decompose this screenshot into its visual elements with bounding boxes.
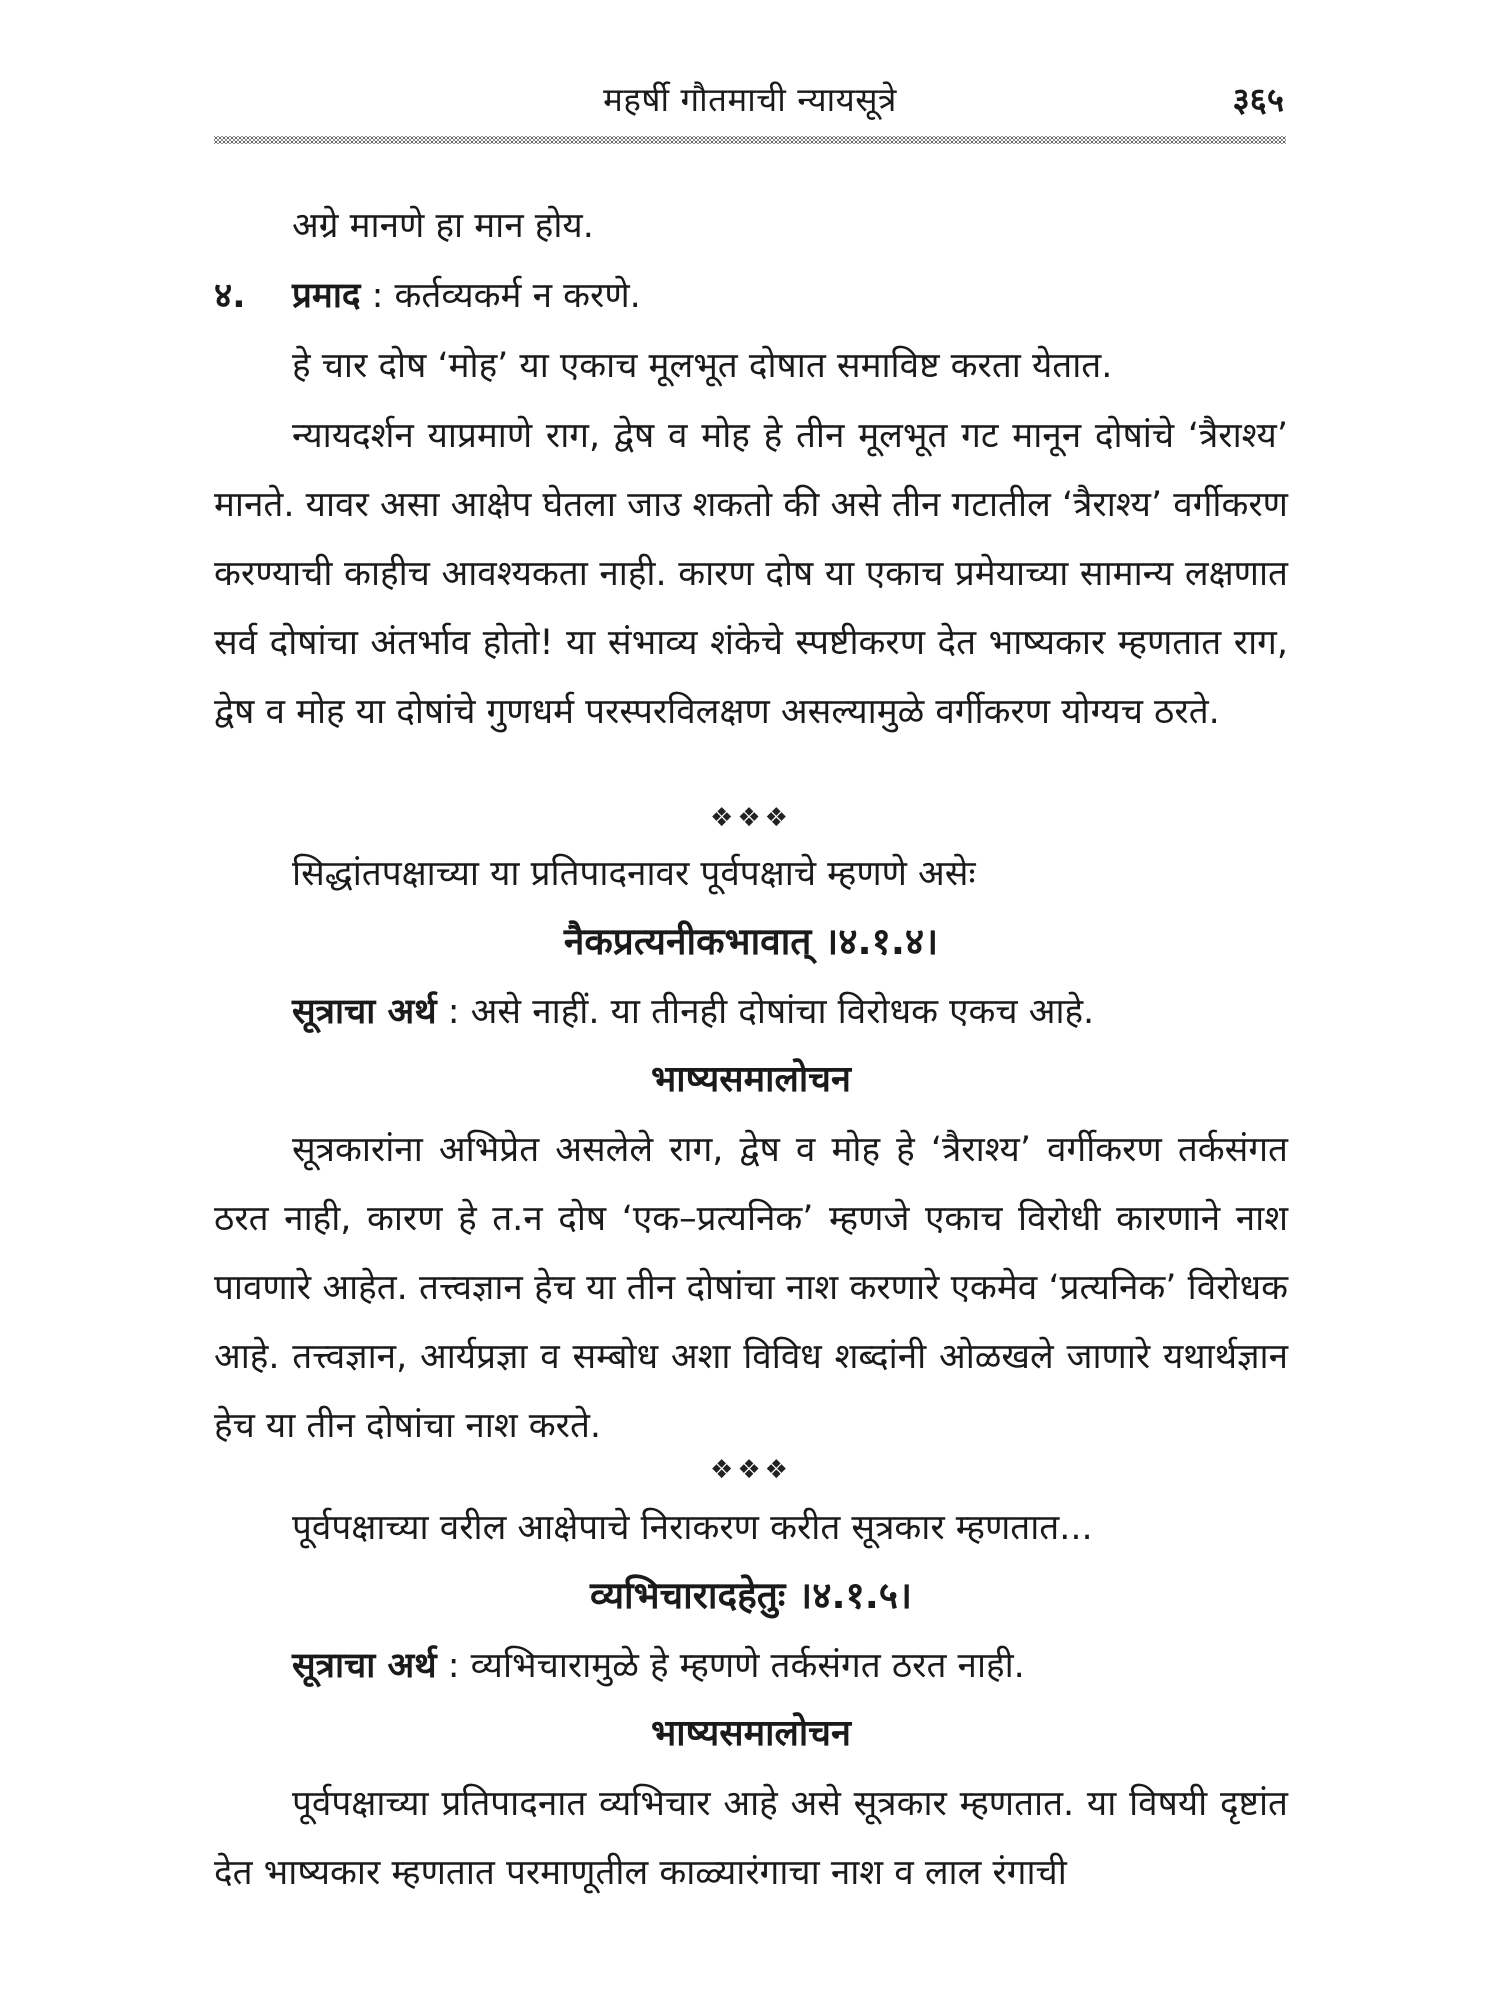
paragraph-nyaya-classification: न्यायदर्शन याप्रमाणे राग, द्वेष व मोह हे तीन मूलभूत गट मानून दोषांचे ‘त्रैराश्य’ मानते. यावर असा आक्षेप घेतला जाउ शकतो की असे तीन गटातील ‘त्रैराश्य’ वर्गीकरण करण्याची काहीच आवश्यकता नाही. कारण दोष या एकाच प्रमेयाच्या सामान्य लक्षणात सर्व दोषांचा अंतर्भाव होतो! या संभाव्य शंकेचे स्पष्टीकरण देत भाष्यकार म्हणतात राग, द्वेष व मोह या दोषांचे गुणधर्म परस्परविलक्षण असल्यामुळे वर्गीकरण योग्यच ठरते.: [214, 416, 1288, 732]
sutra-4-1-4-meaning: [214, 978, 1288, 1047]
sutra-meaning-text: : असे नाहीं. या तीनही दोषांचा विरोधक एकच आहे.: [436, 992, 1095, 1032]
sutra-meaning-label: सूत्राचा अर्थ: [292, 992, 437, 1032]
bhashya-heading-1: भाष्यसमालोचन: [650, 1059, 852, 1100]
list-item-number: ४.: [214, 276, 246, 316]
section-ornament-2: ❖❖❖: [710, 1455, 792, 1485]
sutra-meaning-text: : व्यभिचारामुळे हे म्हणणे तर्कसंगत ठरत नाही.: [436, 1646, 1025, 1686]
sutra-4-1-5-meaning: [214, 1632, 1288, 1701]
header-dotted-rule: [214, 136, 1286, 144]
list-item-term: प्रमाद: [292, 276, 361, 316]
section-ornament-1: ❖❖❖: [710, 803, 792, 833]
list-item-4: [214, 262, 1288, 331]
bhashya-paragraph-1: सूत्रकारांना अभिप्रेत असलेले राग, द्वेष व मोह हे ‘त्रैराश्य’ वर्गीकरण तर्कसंगत ठरत नाही, कारण हे त.न दोष ‘एक–प्रत्यनिक’ म्हणजे एकाच विरोधी कारणाने नाश पावणारे आहेत. तत्त्वज्ञान हेच या तीन दोषांचा नाश करणारे एकमेव ‘प्रत्यनिक’ विरोधक आहे. तत्त्वज्ञान, आर्यप्रज्ञा व सम्बोध अशा विविध शब्दांनी ओळखले जाणारे यथार्थज्ञान हेच या तीन दोषांचा नाश करते.: [214, 1130, 1288, 1446]
bhashya-paragraph-2: पूर्वपक्षाच्या प्रतिपादनात व्यभिचार आहे असे सूत्रकार म्हणतात. या विषयी दृष्टांत देत भाष्यकार म्हणतात परमाणूतील काळ्यारंगाचा नाश व लाल रंगाची: [214, 1784, 1288, 1893]
page-number: ३६५: [1232, 80, 1284, 119]
running-head-title: महर्षी गौतमाची न्यायसूत्रे: [603, 80, 897, 119]
purvapaksha-intro: सिद्धांतपक्षाच्या या प्रतिपादनावर पूर्वपक्षाचे म्हणणे असेः: [292, 854, 976, 894]
paragraph-four-faults: हे चार दोष ‘मोह’ या एकाच मूलभूत दोषात समाविष्ट करता येतात.: [292, 346, 1113, 386]
nirakaran-intro: पूर्वपक्षाच्या वरील आक्षेपाचे निराकरण करीत सूत्रकार म्हणतात...: [292, 1508, 1093, 1548]
running-header: [0, 62, 1500, 122]
sutra-4-1-4: नैकप्रत्यनीकभावात् ।४.१.४।: [563, 920, 939, 963]
sutra-4-1-5: व्यभिचारादहेतुः ।४.१.५।: [589, 1574, 913, 1617]
continuation-line: अग्रे मानणे हा मान होय.: [292, 206, 594, 246]
sutra-meaning-label: सूत्राचा अर्थ: [292, 1646, 437, 1686]
list-item-definition: : कर्तव्यकर्म न करणे.: [360, 276, 641, 316]
bhashya-heading-2: भाष्यसमालोचन: [650, 1713, 852, 1754]
